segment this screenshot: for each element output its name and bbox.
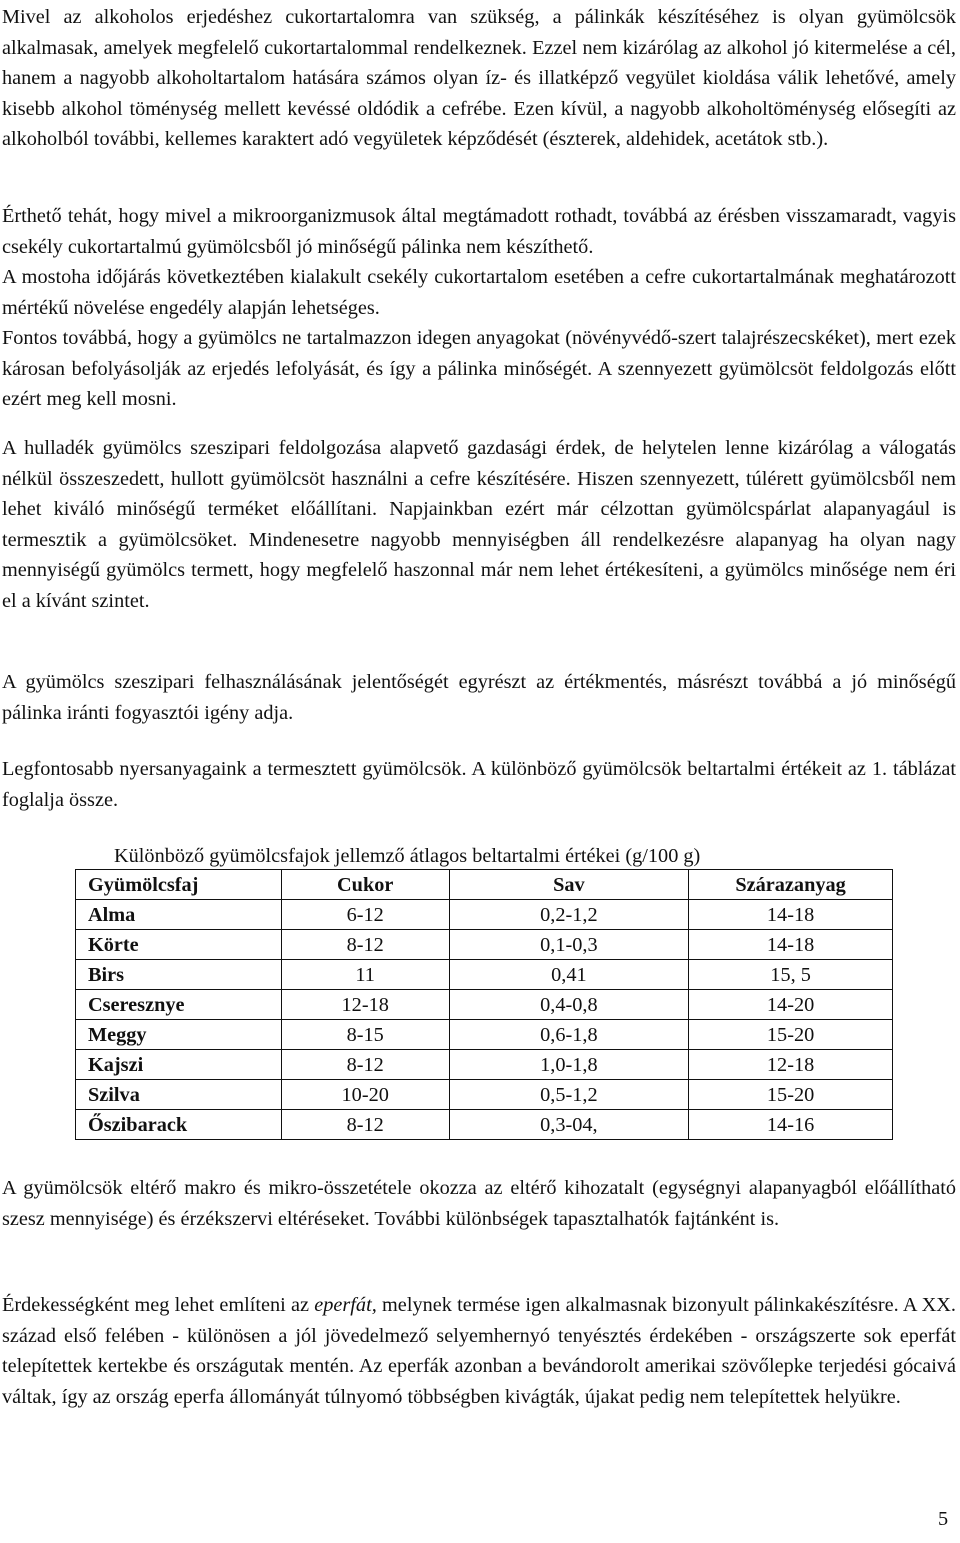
table-row [76, 1110, 893, 1140]
paragraph-text: A gyümölcsök eltérő makro és mikro-összetétele okozza az eltérő kihozatalt (egységnyi alapanyagból előállítható szesz mennyisége) és érzékszervi eltéréseket. További különbségek tapasztalhatók fajtánként is. [2, 1177, 956, 1230]
table-header-row [76, 870, 893, 900]
cell-fruit-name: Körte [76, 930, 282, 960]
cell-acid: 0,1-0,3 [449, 930, 689, 960]
cell-sugar: 8-12 [281, 930, 449, 960]
cell-dry-matter: 12-18 [689, 1050, 893, 1080]
paragraph-text: A gyümölcs szeszipari felhasználásának jelentőségét egyrészt az értékmentés, másrészt továbbá a jó minőségű pálinka iránti fogyasztói igény adja. [2, 671, 956, 724]
table-row [76, 900, 893, 930]
paragraph-text: Érdekességként meg lehet említeni az [2, 1294, 315, 1316]
table-row [76, 1080, 893, 1110]
paragraph-mulberry [2, 1290, 956, 1412]
paragraph-text: A hulladék gyümölcs szeszipari feldolgozása alapvető gazdasági érdek, de helytelen lenne kizárólag a válogatás nélkül összeszedett, hullott gyümölcsöt használni a cefre készítésére. Hiszen szennyezett, túlérett gyümölcsből nem lehet kiváló minőségű terméket előállítani. Napjainkban ezért már célzottan gyümölcspárlat alapanyagául is termesztik a gyümölcsöket. Mindenesetre nagyobb mennyiségben áll rendelkezésre alapanyag ha olyan nagy mennyiségű gyümölcs termett, hogy megfelelő haszonnal már nem lehet értékesíteni, a gyümölcs minősége nem éri el a kívánt szintet. [2, 437, 956, 612]
paragraph-waste-fruit [2, 433, 956, 617]
paragraph-rotten-fruit [2, 201, 956, 262]
paragraph-text: Mivel az alkoholos erjedéshez cukortartalomra van szükség, a pálinkák készítéséhez is olyan gyümölcsök alkalmasak, amelyek megfelelő cukortartalommal rendelkeznek. Ezzel nem kizárólag az alkohol jó kitermelése a cél, hanem a nagyobb alkoholtartalom hatására számos olyan íz- és illatképző vegyület kioldása válik lehetővé, amely kisebb alkohol töménység mellett kevéssé oldódik a cefrébe. Ezen kívül, a nagyobb alkoholtöménység elősegíti az alkoholból további, kellemes karaktert adó vegyületek képződését (észterek, aldehidek, acetátok stb.). [2, 6, 956, 151]
table-row [76, 1050, 893, 1080]
paragraph-foreign-matter [2, 323, 956, 415]
header-dry-matter: Szárazanyag [689, 870, 893, 900]
cell-fruit-name: Meggy [76, 1020, 282, 1050]
cell-sugar: 8-12 [281, 1050, 449, 1080]
cell-sugar: 10-20 [281, 1080, 449, 1110]
cell-sugar: 8-15 [281, 1020, 449, 1050]
cell-sugar: 8-12 [281, 1110, 449, 1140]
fruit-composition-table [75, 869, 893, 1140]
header-sugar: Cukor [281, 870, 449, 900]
cell-dry-matter: 15-20 [689, 1080, 893, 1110]
cell-acid: 0,41 [449, 960, 689, 990]
cell-acid: 0,2-1,2 [449, 900, 689, 930]
cell-dry-matter: 15-20 [689, 1020, 893, 1050]
paragraph-text: A mostoha időjárás következtében kialakult csekély cukortartalom esetében a cefre cukortartalmának meghatározott mértékű növelése engedély alapján lehetséges. [2, 266, 956, 319]
cell-sugar: 6-12 [281, 900, 449, 930]
cell-acid: 1,0-1,8 [449, 1050, 689, 1080]
cell-dry-matter: 14-16 [689, 1110, 893, 1140]
paragraph-alcohol-sugar [2, 2, 956, 155]
cell-dry-matter: 15, 5 [689, 960, 893, 990]
cell-dry-matter: 14-18 [689, 900, 893, 930]
cell-fruit-name: Kajszi [76, 1050, 282, 1080]
paragraph-composition-differences [2, 1173, 956, 1234]
cell-fruit-name: Birs [76, 960, 282, 990]
paragraph-text: Érthető tehát, hogy mivel a mikroorganizmusok által megtámadott rothadt, továbbá az érésben visszamaradt, vagyis csekély cukortartalmú gyümölcsből jó minőségű pálinka nem készíthető. [2, 205, 956, 258]
cell-dry-matter: 14-18 [689, 930, 893, 960]
paragraph-text: Fontos továbbá, hogy a gyümölcs ne tartalmazzon idegen anyagokat (növényvédő-szert talajrészecskéket), mert ezek károsan befolyásolják az erjedés lefolyását, és így a pálinka minőségét. A szennyezett gyümölcsöt feldolgozás előtt ezért meg kell mosni. [2, 327, 956, 411]
paragraph-text: Legfontosabb nyersanyagaink a termesztett gyümölcsök. A különböző gyümölcsök beltartalmi értékeit az 1. táblázat foglalja össze. [2, 758, 956, 811]
cell-fruit-name: Szilva [76, 1080, 282, 1110]
page-number: 5 [938, 1508, 949, 1530]
paragraph-weather-sugar [2, 262, 956, 323]
paragraph-significance [2, 667, 956, 728]
cell-fruit-name: Cseresznye [76, 990, 282, 1020]
cell-sugar: 12-18 [281, 990, 449, 1020]
emphasis-mulberry: eperfát, [314, 1294, 377, 1316]
table-caption: Különböző gyümölcsfajok jellemző átlagos beltartalmi értékei (g/100 g) [114, 845, 701, 867]
table-row [76, 1020, 893, 1050]
cell-acid: 0,6-1,8 [449, 1020, 689, 1050]
header-fruit-species: Gyümölcsfaj [76, 870, 282, 900]
header-acid: Sav [449, 870, 689, 900]
cell-acid: 0,4-0,8 [449, 990, 689, 1020]
cell-sugar: 11 [281, 960, 449, 990]
paragraph-raw-materials [2, 754, 956, 815]
table-row [76, 960, 893, 990]
table-row [76, 990, 893, 1020]
cell-acid: 0,3-04, [449, 1110, 689, 1140]
cell-acid: 0,5-1,2 [449, 1080, 689, 1110]
cell-fruit-name: Őszibarack [76, 1110, 282, 1140]
table-row [76, 930, 893, 960]
cell-dry-matter: 14-20 [689, 990, 893, 1020]
cell-fruit-name: Alma [76, 900, 282, 930]
paragraph-text: melynek termése igen alkalmasnak bizonyult pálinkakészítésre. A XX. század első felében - különösen a jól jövedelmező selyemhernyó tenyésztés érdekében - országszerte sok eperfát telepítettek kertekbe és országutak mentén. Az eperfák azonban a bevándorolt amerikai szövőlepke terjedési gócaivá váltak, így az ország eperfa állományát túlnyomó többségben kivágták, újakat pedig nem telepítettek helyükre. [2, 1294, 956, 1408]
